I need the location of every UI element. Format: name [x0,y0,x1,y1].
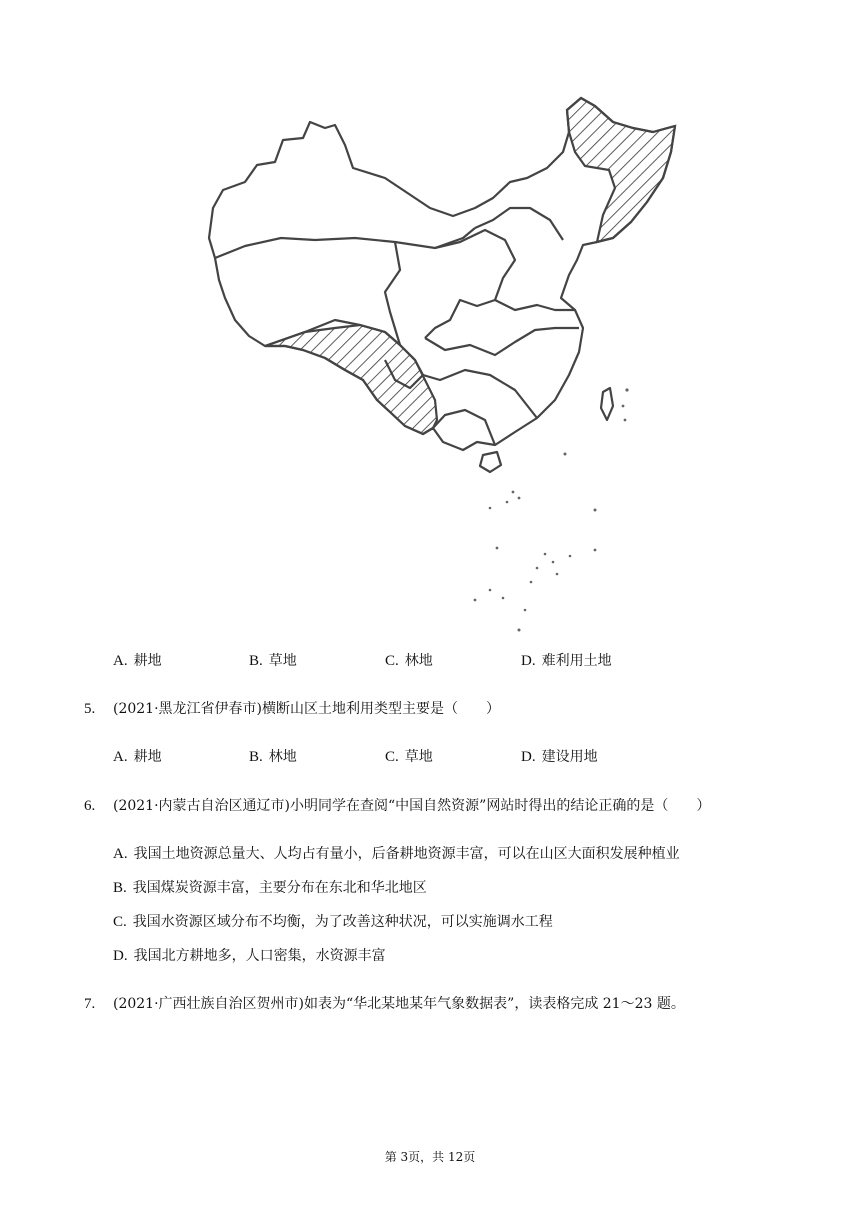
map-question-options [113,650,657,670]
southwest-hatched-region [265,325,437,434]
question-6-stem: 6. (2021·内蒙古自治区通辽市)小明同学在查阅“中国自然资源”网站时得出的结论正确的是（ ） [84,798,711,814]
question-6-option-c: C. 我国水资源区域分布不均衡，为了改善这种状况，可以实施调水工程 [113,914,553,930]
south-china-sea-islands [474,388,629,631]
question-6-option-a: A. 我国土地资源总量大、人均占有量小，后备耕地资源丰富，可以在山区大面积发展种植业 [113,846,680,862]
question-7-stem: 7. (2021·广西壮族自治区贺州市)如表为“华北某地某年气象数据表”，读表格完成 21～23 题。 [84,996,685,1012]
question-6-option-b: B. 我国煤炭资源丰富，主要分布在东北和华北地区 [113,880,427,896]
option-c: C. 草地 [385,749,433,765]
question-6-option-d: D. 我国北方耕地多，人口密集，水资源丰富 [113,948,386,964]
option-a: A. 耕地 [113,749,162,765]
china-map-figure [185,70,695,645]
option-a: A. 耕地 [113,653,162,669]
northeast-hatched-region [567,98,675,242]
option-c: C. 林地 [385,653,433,669]
option-d: D. 难利用土地 [521,653,612,669]
question-5-stem: 5. (2021·黑龙江省伊春市)横断山区土地利用类型主要是（ ） [84,701,501,717]
question-5-options [113,746,657,766]
option-b: B. 草地 [249,653,297,669]
option-d: D. 建设用地 [521,749,598,765]
page-footer: 第 3页，共 12页 [384,1150,476,1164]
option-b: B. 林地 [249,749,297,765]
